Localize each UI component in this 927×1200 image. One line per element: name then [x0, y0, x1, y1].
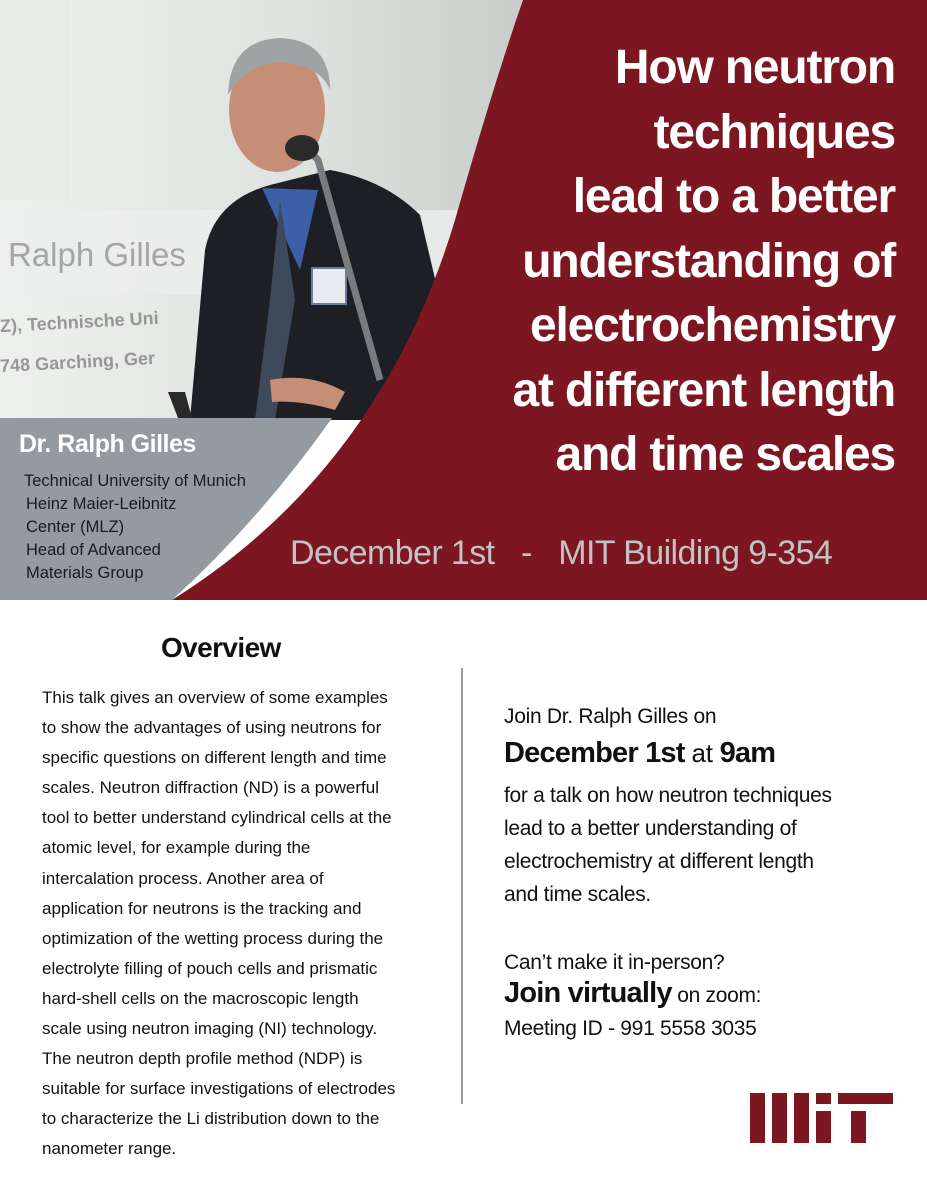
- overview-heading: Overview: [161, 632, 281, 663]
- overview-line: optimization of the wetting process during the: [42, 928, 384, 948]
- photo-banner-text: 748 Garching, Ger: [0, 347, 156, 377]
- join-intro: Join Dr. Ralph Gilles on: [504, 705, 717, 728]
- overview-line: The neutron depth profile method (NDP) is: [42, 1049, 363, 1069]
- title-line: techniques: [653, 105, 895, 159]
- overview-line: specific questions on different length and time: [42, 748, 387, 768]
- join-desc-line: for a talk on how neutron techniques: [504, 784, 832, 807]
- join-desc-line: electrochemistry at different length: [504, 850, 814, 873]
- photo-banner-text: Ralph Gilles: [8, 236, 186, 273]
- affiliation-line: Heinz Maier-Leibnitz: [26, 495, 177, 513]
- overview-line: hard-shell cells on the macroscopic length: [42, 988, 359, 1008]
- overview-line: nanometer range.: [42, 1139, 177, 1159]
- join-date: December 1st: [504, 737, 685, 769]
- event-date-location: December 1st - MIT Building 9-354: [290, 534, 833, 572]
- overview-line: tool to better understand cylindrical cells at the: [42, 808, 392, 828]
- join-virtually-rest: on zoom:: [671, 984, 762, 1007]
- join-at: at: [684, 738, 720, 768]
- title-line: and time scales: [555, 428, 895, 481]
- overview-line: to characterize the Li distribution down to the: [42, 1109, 380, 1129]
- overview-line: electrolyte filling of pouch cells and prismatic: [42, 958, 378, 978]
- meeting-id: Meeting ID - 991 5558 3035: [504, 1017, 757, 1040]
- overview-line: This talk gives an overview of some examples: [42, 688, 388, 707]
- join-date-time: [504, 737, 775, 770]
- join-desc-line: and time scales.: [504, 883, 651, 906]
- affiliation-line: Head of Advanced: [26, 541, 161, 559]
- affiliation-line: Center (MLZ): [26, 518, 125, 536]
- join-desc-line: lead to a better understanding of: [504, 817, 797, 840]
- column-divider: [461, 668, 463, 1104]
- overview-line: scale using neutron imaging (NI) technology.: [42, 1019, 378, 1039]
- overview-line: intercalation process. Another area of: [42, 868, 324, 888]
- title-line: How neutron: [614, 41, 895, 94]
- join-virtually-label: Join virtually: [504, 977, 672, 1009]
- affiliation-line: Technical University of Munich: [24, 472, 246, 490]
- mit-logo: [750, 1093, 895, 1143]
- affiliation-line: Materials Group: [26, 564, 144, 582]
- overview-body: [42, 683, 442, 1165]
- overview-line: atomic level, for example during the: [42, 838, 311, 858]
- join-virtually-line: [504, 977, 761, 1010]
- title-line: lead to a better: [572, 170, 895, 223]
- title-line: at different length: [512, 363, 895, 417]
- event-title: [420, 36, 895, 488]
- in-person-question: Can’t make it in-person?: [504, 951, 725, 974]
- overview-line: to show the advantages of using neutrons for: [42, 718, 382, 738]
- overview-line: scales. Neutron diffraction (ND) is a powerful: [42, 778, 379, 798]
- overview-line: suitable for surface investigations of electrodes: [42, 1079, 396, 1099]
- join-time: 9am: [719, 737, 776, 769]
- title-line: electrochemistry: [530, 299, 895, 352]
- speaker-name: Dr. Ralph Gilles: [19, 430, 196, 458]
- title-line: understanding of: [522, 234, 895, 288]
- photo-banner-text: Z), Technische Uni: [0, 307, 160, 337]
- overview-line: application for neutrons is the tracking and: [42, 898, 362, 918]
